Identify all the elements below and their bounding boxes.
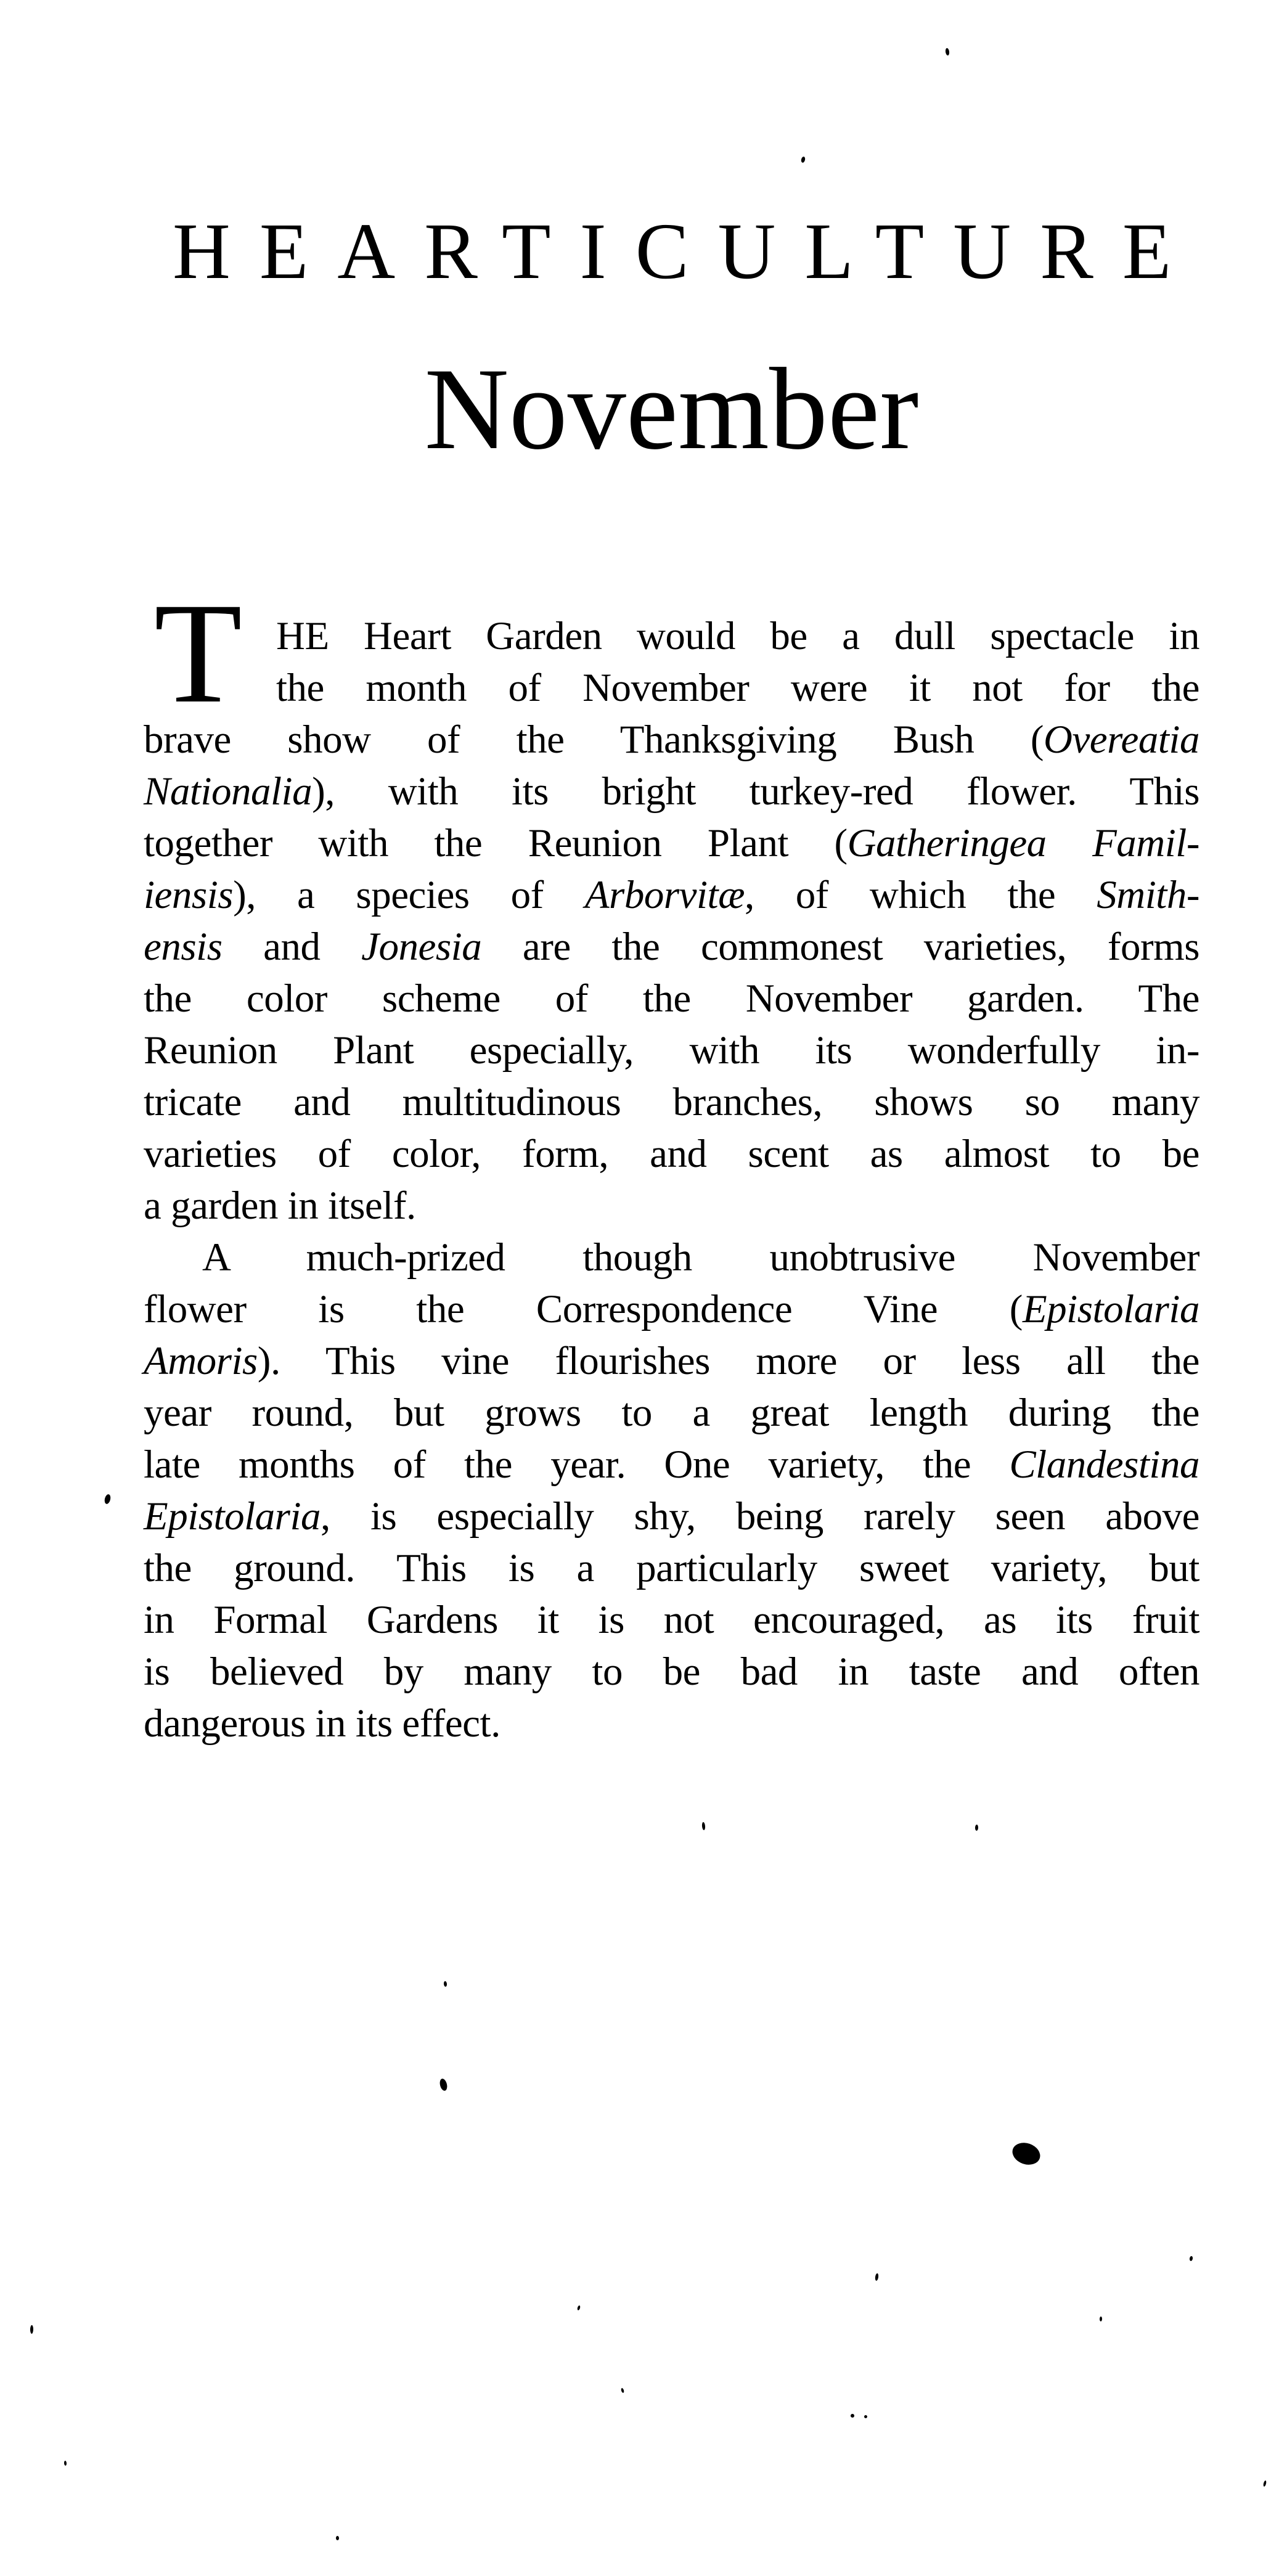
text-line [144, 1232, 1199, 1283]
text-segment: is believed by many to be bad in taste and often [144, 1650, 1199, 1694]
text-line [144, 662, 1199, 714]
text-segment: , of which the [744, 873, 1097, 917]
text-segment: late months of the year. One variety, the [144, 1442, 1010, 1487]
ink-speck [104, 1494, 112, 1505]
text-segment: A much-prized though unobtrusive November [202, 1235, 1199, 1280]
text-line [144, 1283, 1199, 1335]
text-segment: ), a species of [233, 873, 585, 917]
text-line [144, 610, 1199, 662]
text-line [144, 1542, 1199, 1594]
text-segment: Reunion Plant especially, with its wonderfully in- [144, 1028, 1199, 1073]
ink-speck [577, 2305, 581, 2311]
ink-speck [851, 2414, 854, 2418]
latin-name-italic: Arborvitæ [584, 873, 745, 917]
text-line [144, 973, 1199, 1024]
text-line [144, 766, 1199, 817]
text-line [144, 869, 1199, 921]
text-segment: year round, but grows to a great length during the [144, 1391, 1199, 1435]
chapter-title: November [424, 345, 919, 474]
ink-speck [30, 2325, 33, 2334]
latin-name-italic: Smith- [1097, 873, 1199, 917]
text-segment: the month of November were it not for the [276, 666, 1199, 710]
text-line [144, 1490, 1199, 1542]
ink-speck [1100, 2316, 1102, 2321]
ink-speck [701, 1822, 705, 1830]
text-line [144, 1180, 1199, 1232]
text-segment: a garden in itself. [144, 1184, 416, 1228]
text-segment: varieties of color, form, and scent as almost to be [144, 1132, 1199, 1176]
ink-speck [1263, 2480, 1267, 2487]
text-segment: ), with its bright turkey-red flower. This [312, 769, 1199, 814]
text-segment: brave show of the Thanksgiving Bush ( [144, 718, 1044, 762]
text-line [144, 1076, 1199, 1128]
text-line [144, 1128, 1199, 1180]
ink-blot [1010, 2139, 1044, 2168]
text-segment: , is especially shy, being rarely seen above [321, 1494, 1199, 1539]
ink-speck [875, 2273, 879, 2281]
text-line [144, 1594, 1199, 1646]
latin-name-italic: Epistolaria [1022, 1287, 1199, 1331]
latin-name-italic: Gatheringea Famil- [847, 821, 1200, 865]
latin-name-italic: Clandestina [1009, 1442, 1199, 1487]
text-line [144, 1387, 1199, 1439]
latin-name-italic: iensis [144, 873, 234, 917]
ink-speck [975, 1825, 978, 1831]
text-segment: tricate and multitudinous branches, shows so many [144, 1080, 1199, 1124]
text-line [144, 1698, 1199, 1749]
latin-name-italic: Jonesia [361, 925, 482, 969]
ink-speck [801, 156, 806, 163]
text-line [144, 817, 1199, 869]
text-segment: are the commonest varieties, forms [481, 925, 1199, 969]
text-line [144, 1439, 1199, 1490]
text-block [144, 610, 1199, 1749]
text-line [144, 1646, 1199, 1698]
text-segment: in Formal Gardens it is not encouraged, as its fruit [144, 1598, 1199, 1642]
text-line [144, 1335, 1199, 1387]
latin-name-italic: Epistolaria [144, 1494, 321, 1539]
latin-name-italic: Overeatia [1044, 718, 1199, 762]
latin-name-italic: Nationalia [144, 769, 313, 814]
ink-speck [64, 2461, 67, 2466]
text-segment: ). This vine flourishes more or less all the [257, 1339, 1199, 1383]
text-segment: and [222, 925, 362, 969]
text-segment: the ground. This is a particularly sweet variety, but [144, 1546, 1199, 1590]
chapter-header: HEARTICULTURE [173, 207, 1201, 296]
ink-speck [864, 2414, 867, 2418]
ink-speck [1189, 2256, 1193, 2262]
ink-speck [336, 2536, 339, 2540]
text-line [144, 921, 1199, 973]
ink-speck [621, 2388, 624, 2394]
text-segment: dangerous in its effect. [144, 1701, 501, 1746]
ink-speck [439, 2078, 449, 2091]
ink-speck [444, 1981, 447, 1987]
drop-cap: T [154, 573, 242, 733]
text-segment: HE Heart Garden would be a dull spectacle in [276, 614, 1199, 658]
text-segment: the color scheme of the November garden. The [144, 976, 1199, 1021]
latin-name-italic: ensis [144, 925, 223, 969]
latin-name-italic: Amoris [144, 1339, 258, 1383]
ink-speck [945, 48, 950, 56]
text-line [144, 1024, 1199, 1076]
text-line [144, 714, 1199, 766]
text-segment: together with the Reunion Plant ( [144, 821, 848, 865]
text-segment: flower is the Correspondence Vine ( [144, 1287, 1023, 1331]
